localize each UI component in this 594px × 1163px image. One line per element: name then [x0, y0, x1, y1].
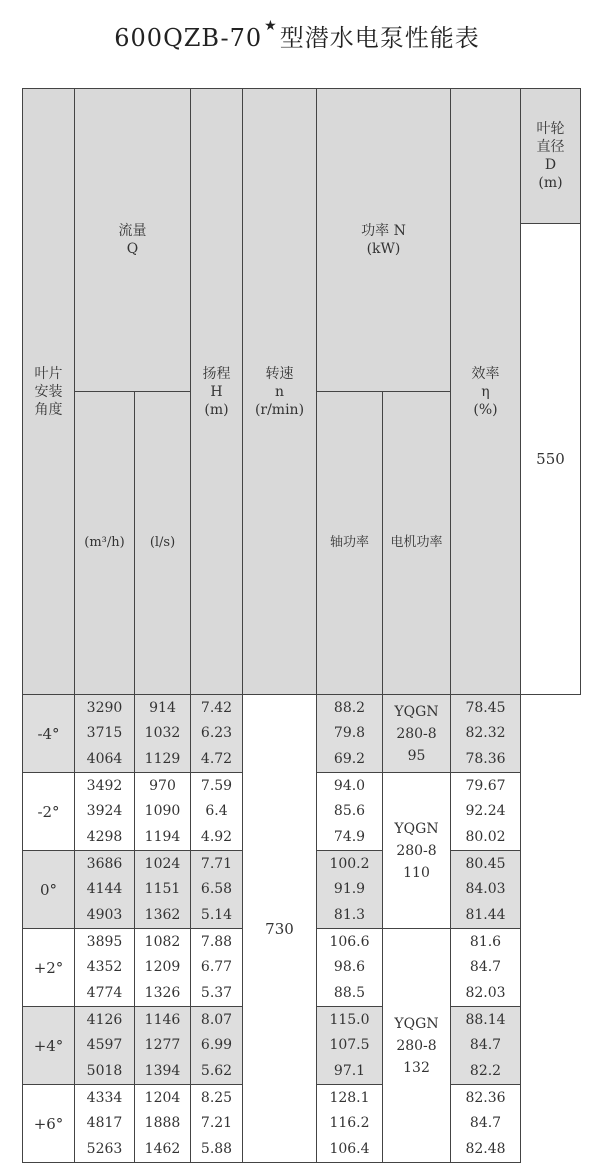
efficiency-cell-value: 84.7 [469, 1115, 502, 1132]
efficiency-cell-value: 92.24 [465, 803, 506, 820]
shaft-power-cell-value: 128.1 [329, 1090, 370, 1107]
page-title [0, 18, 594, 53]
efficiency-cell-value: 81.6 [469, 934, 502, 951]
flow-ls-cell-value: 1024 [144, 856, 181, 873]
flow-ls-cell-value: 1082 [144, 934, 181, 951]
header-flow: 流量 Q [75, 89, 191, 392]
efficiency-cell-value: 78.36 [465, 750, 506, 767]
efficiency-cell [451, 929, 521, 1007]
efficiency-cell [451, 1007, 521, 1085]
flow-m3h-cell-value: 4334 [86, 1090, 123, 1107]
shaft-power-cell-value: 115.0 [329, 1012, 370, 1029]
shaft-power-cell-value: 98.6 [333, 959, 366, 976]
head-cell-value: 6.4 [205, 803, 228, 820]
header-efficiency: 效率 η (%) [451, 89, 521, 695]
shaft-power-cell-value: 88.5 [333, 984, 366, 1001]
motor-model-value: 280-8 [396, 842, 437, 859]
table-body [23, 695, 581, 1163]
header-impeller: 叶轮 直径 D (m) [521, 89, 580, 224]
flow-m3h-cell [75, 695, 135, 773]
motor-model-value: YQGN [394, 1015, 439, 1032]
blade-angle-cell: +6° [23, 1085, 75, 1163]
efficiency-cell [451, 773, 521, 851]
efficiency-cell-value: 84.7 [469, 959, 502, 976]
head-cell-value: 4.72 [200, 750, 233, 767]
shaft-power-cell-value: 69.2 [333, 750, 366, 767]
motor-model-value: YQGN [394, 703, 439, 720]
flow-ls-cell [135, 773, 191, 851]
header-shaft-power: 轴功率 [317, 392, 383, 695]
efficiency-cell-value: 82.32 [465, 725, 506, 742]
title-text: 型潜水电泵性能表 [279, 24, 480, 52]
shaft-power-cell-value: 106.6 [329, 934, 370, 951]
head-cell [191, 1007, 243, 1085]
shaft-power-cell [317, 1007, 383, 1085]
flow-m3h-cell-value: 4903 [86, 906, 123, 923]
blade-angle-cell: -4° [23, 695, 75, 773]
table-row [23, 695, 581, 773]
head-cell-value: 5.62 [200, 1062, 233, 1079]
efficiency-cell-value: 84.7 [469, 1037, 502, 1054]
head-cell-value: 7.21 [200, 1115, 233, 1132]
shaft-power-cell [317, 851, 383, 929]
head-cell-value: 4.92 [200, 828, 233, 845]
head-cell-value: 5.88 [200, 1140, 233, 1157]
impeller-value: 550 [536, 450, 565, 468]
head-cell-value: 6.99 [200, 1037, 233, 1054]
head-cell-value: 7.71 [200, 856, 233, 873]
flow-ls-cell-value: 1326 [144, 984, 181, 1001]
head-cell [191, 773, 243, 851]
flow-m3h-cell-value: 4817 [86, 1115, 123, 1132]
efficiency-cell-value: 80.02 [465, 828, 506, 845]
shaft-power-cell-value: 85.6 [333, 803, 366, 820]
shaft-power-cell-value: 91.9 [333, 881, 366, 898]
motor-model-value: 95 [407, 747, 426, 764]
flow-m3h-cell-value: 4144 [86, 881, 123, 898]
flow-m3h-cell-value: 3686 [86, 856, 123, 873]
speed-value: 730 [243, 695, 317, 1163]
head-cell-value: 7.88 [200, 934, 233, 951]
flow-ls-cell-value: 1194 [144, 828, 181, 845]
flow-ls-cell-value: 1394 [144, 1062, 181, 1079]
header-power: 功率 N (kW) [317, 89, 451, 392]
flow-ls-cell-value: 1888 [144, 1115, 181, 1132]
head-cell [191, 1085, 243, 1163]
flow-m3h-cell-value: 5018 [86, 1062, 123, 1079]
flow-ls-cell-value: 1090 [144, 803, 181, 820]
motor-model-value: 110 [403, 864, 430, 881]
header-speed: 转速 n (r/min) [243, 89, 317, 695]
motor-model-value: 280-8 [396, 1037, 437, 1054]
motor-power-cell [383, 773, 451, 929]
motor-model-value: 280-8 [396, 725, 437, 742]
flow-m3h-cell-value: 4597 [86, 1037, 123, 1054]
flow-m3h-cell [75, 851, 135, 929]
motor-power-cell [383, 929, 451, 1163]
blade-angle-cell: +4° [23, 1007, 75, 1085]
flow-ls-cell-value: 970 [149, 778, 176, 795]
shaft-power-cell-value: 74.9 [333, 828, 366, 845]
head-cell-value: 8.07 [200, 1012, 233, 1029]
shaft-power-cell-value: 94.0 [333, 778, 366, 795]
flow-m3h-cell-value: 4126 [86, 1012, 123, 1029]
flow-ls-cell-value: 914 [149, 700, 176, 717]
flow-ls-cell-value: 1204 [144, 1090, 181, 1107]
header-blade-angle: 叶片 安装 角度 [23, 89, 75, 695]
head-cell [191, 851, 243, 929]
motor-model-value: 132 [403, 1059, 430, 1076]
flow-m3h-cell-value: 3715 [86, 725, 123, 742]
title-model: 600QZB-70 [114, 24, 263, 52]
flow-ls-cell [135, 1085, 191, 1163]
flow-m3h-cell-value: 3924 [86, 803, 123, 820]
flow-m3h-cell-value: 3492 [86, 778, 123, 795]
flow-m3h-cell-value: 4298 [86, 828, 123, 845]
flow-ls-cell [135, 929, 191, 1007]
efficiency-cell-value: 81.44 [465, 906, 506, 923]
shaft-power-cell [317, 773, 383, 851]
motor-model-value: YQGN [394, 820, 439, 837]
shaft-power-cell-value: 97.1 [333, 1062, 366, 1079]
flow-m3h-cell-value: 5263 [86, 1140, 123, 1157]
head-cell-value: 7.59 [200, 778, 233, 795]
flow-ls-cell-value: 1151 [144, 881, 181, 898]
flow-ls-cell-value: 1462 [144, 1140, 181, 1157]
flow-ls-cell-value: 1209 [144, 959, 181, 976]
flow-ls-cell-value: 1362 [144, 906, 181, 923]
shaft-power-cell-value: 116.2 [329, 1115, 370, 1132]
efficiency-cell-value: 79.67 [465, 778, 506, 795]
flow-ls-cell [135, 851, 191, 929]
flow-m3h-cell [75, 773, 135, 851]
head-cell-value: 5.37 [200, 984, 233, 1001]
head-cell-value: 5.14 [200, 906, 233, 923]
shaft-power-cell-value: 79.8 [333, 725, 366, 742]
efficiency-cell-value: 78.45 [465, 700, 506, 717]
efficiency-cell-value: 84.03 [465, 881, 506, 898]
flow-m3h-cell-value: 3895 [86, 934, 123, 951]
head-cell-value: 8.25 [200, 1090, 233, 1107]
blade-angle-cell: 0° [23, 851, 75, 929]
shaft-power-cell [317, 929, 383, 1007]
shaft-power-cell [317, 1085, 383, 1163]
flow-ls-cell [135, 695, 191, 773]
flow-ls-cell-value: 1146 [144, 1012, 181, 1029]
efficiency-cell-value: 82.03 [465, 984, 506, 1001]
head-cell-value: 6.58 [200, 881, 233, 898]
efficiency-cell [451, 851, 521, 929]
head-cell [191, 929, 243, 1007]
efficiency-cell-value: 88.14 [465, 1012, 506, 1029]
head-cell [191, 695, 243, 773]
flow-ls-cell-value: 1032 [144, 725, 181, 742]
blade-angle-cell: +2° [23, 929, 75, 1007]
efficiency-cell [451, 1085, 521, 1163]
flow-m3h-cell-value: 3290 [86, 700, 123, 717]
shaft-power-cell-value: 81.3 [333, 906, 366, 923]
flow-m3h-cell [75, 1085, 135, 1163]
shaft-power-cell-value: 88.2 [333, 700, 366, 717]
flow-m3h-cell-value: 4774 [86, 984, 123, 1001]
shaft-power-cell [317, 695, 383, 773]
blade-angle-cell: -2° [23, 773, 75, 851]
efficiency-cell [451, 695, 521, 773]
flow-m3h-cell-value: 4064 [86, 750, 123, 767]
head-cell-value: 6.23 [200, 725, 233, 742]
shaft-power-cell-value: 106.4 [329, 1140, 370, 1157]
header-head: 扬程 H (m) [191, 89, 243, 695]
performance-table [22, 88, 581, 1163]
efficiency-cell-value: 82.2 [469, 1062, 502, 1079]
flow-m3h-cell [75, 1007, 135, 1085]
impeller-column [521, 89, 581, 695]
header-flow-ls: (l/s) [135, 392, 191, 695]
head-cell-value: 6.77 [200, 959, 233, 976]
flow-m3h-cell [75, 929, 135, 1007]
efficiency-cell-value: 82.36 [465, 1090, 506, 1107]
flow-ls-cell [135, 1007, 191, 1085]
header-flow-m3h: (m³/h) [75, 392, 135, 695]
flow-m3h-cell-value: 4352 [86, 959, 123, 976]
shaft-power-cell-value: 100.2 [329, 856, 370, 873]
efficiency-cell-value: 82.48 [465, 1140, 506, 1157]
shaft-power-cell-value: 107.5 [329, 1037, 370, 1054]
head-cell-value: 7.42 [200, 700, 233, 717]
header-motor-power: 电机功率 [383, 392, 451, 695]
flow-ls-cell-value: 1277 [144, 1037, 181, 1054]
efficiency-cell-value: 80.45 [465, 856, 506, 873]
motor-power-cell [383, 695, 451, 773]
title-star: ★ [264, 18, 278, 34]
flow-ls-cell-value: 1129 [144, 750, 181, 767]
